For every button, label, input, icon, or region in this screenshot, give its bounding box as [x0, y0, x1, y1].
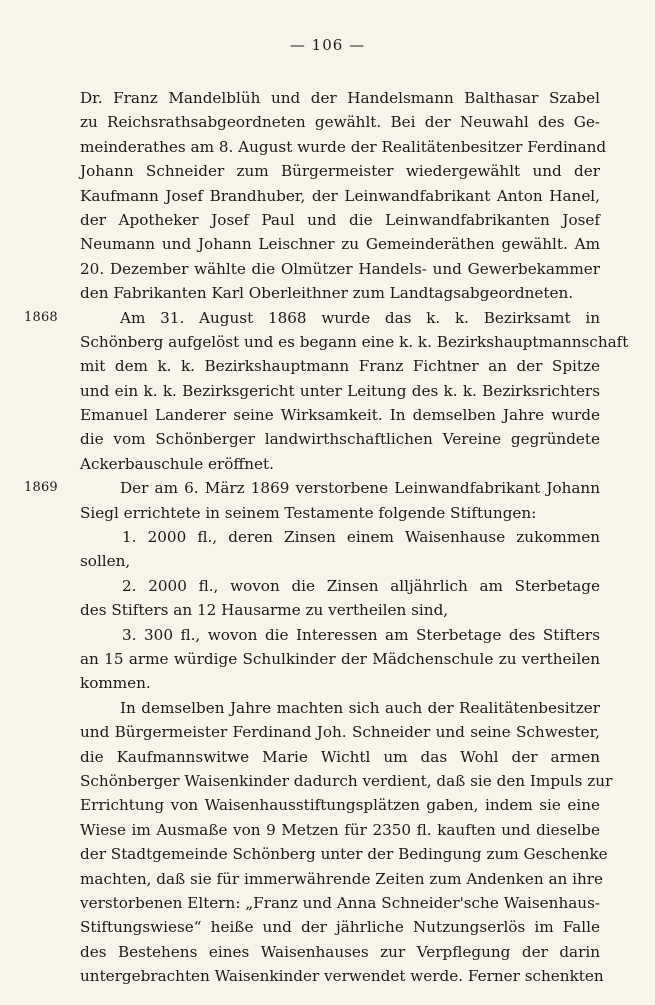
text-line: Neumann und Johann Leischner zu Gemeinderäthen gewählt. Am — [80, 235, 600, 254]
text-line: Errichtung von Waisenhausstiftungsplätzen gaben, indem sie eine — [80, 796, 600, 815]
list-item-1: 1. 2000 fl., deren Zinsen einem Waisenhause zukommen — [122, 528, 600, 547]
text-line: Dr. Franz Mandelblüh und der Handelsmann Balthasar Szabel — [80, 89, 600, 107]
body-text — [24, 86, 629, 988]
text-line: 20. Dezember wählte die Olmützer Handels- und Gewerbekammer — [80, 259, 600, 278]
text-line: Siegl errichtete in seinem Testamente folgende Stiftungen: — [80, 503, 537, 522]
page-number: — 106 — — [289, 36, 366, 54]
text-line: der Stadtgemeinde Schönberg unter der Bedingung zum Geschenke — [80, 845, 608, 864]
text-line: an 15 arme würdige Schulkinder der Mädchenschule zu vertheilen — [80, 649, 600, 668]
text-line: Am 31. August 1868 wurde das k. k. Bezirksamt in — [120, 308, 600, 327]
text-line: mit dem k. k. Bezirkshauptmann Franz Fichtner an der Spitze — [80, 357, 600, 376]
text-line: verstorbenen Eltern: „Franz und Anna Schneider'sche Waisenhaus- — [80, 893, 600, 912]
text-line-with-margin — [24, 306, 600, 330]
text-line: und ein k. k. Bezirksgericht unter Leitung des k. k. Bezirksrichters — [80, 381, 600, 400]
text-line: der Apotheker Josef Paul und die Leinwandfabrikanten Josef — [80, 210, 600, 229]
text-line: sollen, — [80, 552, 131, 571]
margin-year-1868: 1868 — [24, 309, 58, 325]
text-line: kommen. — [80, 674, 151, 693]
text-line: den Fabrikanten Karl Oberleithner zum Landtagsabgeordneten. — [80, 284, 574, 303]
text-line: machten, daß sie für immerwährende Zeiten zum Andenken an ihre — [80, 869, 603, 888]
text-line: die vom Schönberger landwirthschaftlichen Vereine gegründete — [80, 430, 600, 449]
text-line: untergebrachten Waisenkinder verwendet werde. Ferner schenkten — [80, 967, 604, 986]
text-line: Emanuel Landerer seine Wirksamkeit. In demselben Jahre wurde — [80, 406, 600, 425]
text-line: meinderathes am 8. August wurde der Realitätenbesitzer Ferdinand — [80, 137, 607, 156]
text-line: Kaufmann Josef Brandhuber, der Leinwandfabrikant Anton Hanel, — [80, 186, 600, 205]
text-line: die Kaufmannswitwe Marie Wichtl um das Wohl der armen — [80, 747, 600, 766]
text-line: Stiftungswiese“ heiße und der jährliche Nutzungserlös im Falle — [80, 918, 600, 937]
margin-year-1869: 1869 — [24, 480, 58, 496]
text-line: zu Reichsrathsabgeordneten gewählt. Bei der Neuwahl des Ge- — [80, 113, 600, 132]
text-line: des Stifters an 12 Hausarme zu vertheilen sind, — [80, 601, 449, 620]
text-line: und Bürgermeister Ferdinand Joh. Schneider und seine Schwester, — [80, 723, 600, 742]
list-item-3: 3. 300 fl., wovon die Interessen am Sterbetage des Stifters — [122, 625, 600, 644]
text-line: Schönberg aufgelöst und es begann eine k. k. Bezirkshauptmannschaft — [80, 332, 629, 351]
text-line: Wiese im Ausmaße von 9 Metzen für 2350 fl. kauften und dieselbe — [80, 820, 600, 839]
text-line: des Bestehens eines Waisenhauses zur Verpflegung der darin — [80, 942, 600, 961]
text-line-with-margin — [24, 476, 600, 500]
text-line: Ackerbauschule eröffnet. — [80, 454, 274, 473]
text-line: Schönberger Waisenkinder dadurch verdient, daß sie den Impuls zur — [80, 771, 613, 790]
text-line: Der am 6. März 1869 verstorbene Leinwandfabrikant Johann — [120, 479, 600, 498]
list-item-2: 2. 2000 fl., wovon die Zinsen alljährlich am Sterbetage — [122, 576, 600, 595]
text-line: In demselben Jahre machten sich auch der Realitätenbesitzer — [120, 698, 600, 717]
text-line: Johann Schneider zum Bürgermeister wiedergewählt und der — [80, 162, 600, 181]
